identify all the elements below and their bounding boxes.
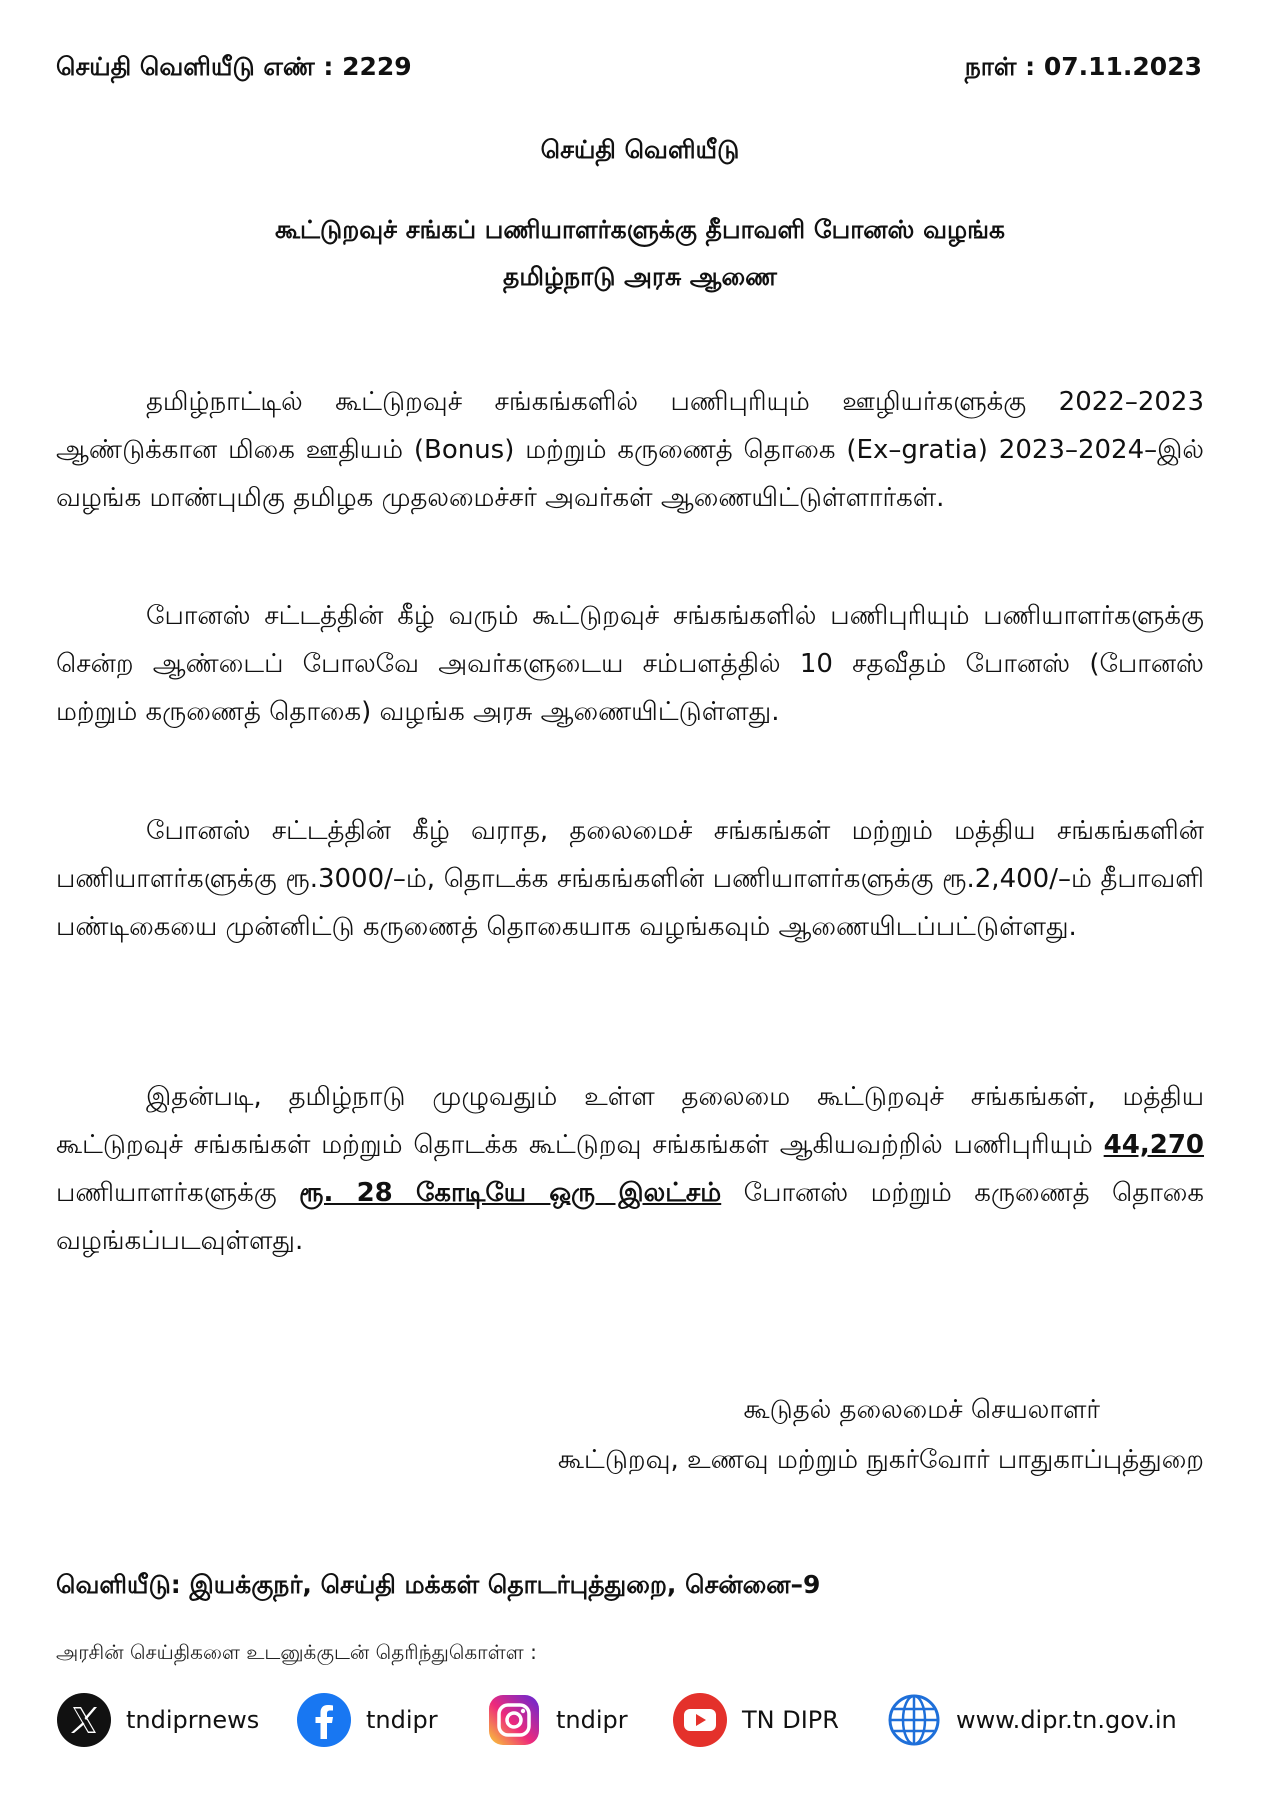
social-facebook-link[interactable] (296, 1690, 438, 1750)
social-instagram-label: tndipr (556, 1706, 628, 1734)
social-instagram-link[interactable] (486, 1690, 628, 1750)
social-x-link[interactable] (56, 1690, 259, 1750)
social-website-label: www.dipr.tn.gov.in (956, 1706, 1177, 1734)
follow-text: அரசின் செய்திகளை உடனுக்குடன் தெரிந்துகொள்ள : (56, 1640, 537, 1664)
signatory-department: கூட்டுறவு, உணவு மற்றும் நுகர்வோர் பாதுகாப்புத்துறை (557, 1445, 1204, 1475)
social-youtube-link[interactable] (672, 1690, 839, 1750)
social-website-link[interactable] (886, 1690, 1177, 1750)
title-line-2: தமிழ்நாடு அரசு ஆணை (503, 262, 777, 291)
x-icon (56, 1692, 112, 1748)
paragraph-4-part-b: பணியாளர்களுக்கு (56, 1178, 277, 1208)
title-line-1: கூட்டுறவுச் சங்கப் பணியாளர்களுக்கு தீபாவளி போனஸ் வழங்க (274, 215, 1006, 244)
paragraph-1: தமிழ்நாட்டில் கூட்டுறவுச் சங்கங்களில் பணிபுரியும் ஊழியர்களுக்கு 2022–2023 ஆண்டுக்கான மிகை ஊதியம் (Bonus) மற்றும் கருணைத் தொகை (Ex–gratia) 2023–2024–இல் வழங்க மாண்புமிகு தமிழக முதலமைச்சர் அவர்கள் ஆணையிட்டுள்ளார்கள். (56, 387, 1204, 513)
social-links (56, 1690, 1206, 1750)
social-facebook-label: tndipr (366, 1706, 438, 1734)
paragraph-3: போனஸ் சட்டத்தின் கீழ் வராத, தலைமைச் சங்கங்கள் மற்றும் மத்திய சங்கங்களின் பணியாளர்களுக்கு ரூ.3000/–ம், தொடக்க சங்கங்களின் பணியாளர்களுக்கு ரூ.2,400/–ம் தீபாவளி பண்டிகையை முன்னிட்டு கருணைத் தொகையாக வழங்கவும் ஆணையிடப்பட்டுள்ளது. (56, 816, 1204, 942)
paragraph-4-part-a: இதன்படி, தமிழ்நாடு முழுவதும் உள்ள தலைமை கூட்டுறவுச் சங்கங்கள், மத்திய கூட்டுறவுச் சங்கங்கள் மற்றும் தொடக்க கூட்டுறவு சங்கங்கள் ஆகியவற்றில் பணிபுரியும் (56, 1082, 1204, 1160)
release-number: செய்தி வெளியீடு எண் : 2229 (56, 52, 412, 81)
signatory-title: கூடுதல் தலைமைச் செயலாளர் (743, 1395, 1100, 1425)
release-date: நாள் : 07.11.2023 (964, 52, 1202, 81)
youtube-icon (672, 1692, 728, 1748)
document-heading: செய்தி வெளியீடு (540, 135, 740, 164)
employee-count: 44,270 (1103, 1130, 1205, 1160)
paragraph-4-part-c: போனஸ் மற்றும் கருணைத் தொகை வழங்கப்படவுள்ளது. (56, 1178, 1205, 1256)
bonus-amount: ரூ. 28 கோடியே ஒரு இலட்சம் (299, 1178, 722, 1208)
release-by: வெளியீடு: இயக்குநர், செய்தி மக்கள் தொடர்புத்துறை, சென்னை–9 (56, 1570, 821, 1599)
social-x-label: tndiprnews (126, 1706, 260, 1734)
social-youtube-label: TN DIPR (742, 1706, 839, 1734)
globe-icon (886, 1692, 942, 1748)
facebook-icon (296, 1692, 352, 1748)
instagram-icon (486, 1692, 542, 1748)
paragraph-4 (56, 1073, 1204, 1265)
paragraph-2: போனஸ் சட்டத்தின் கீழ் வரும் கூட்டுறவுச் சங்கங்களில் பணிபுரியும் பணியாளர்களுக்கு சென்ற ஆண்டைப் போலவே அவர்களுடைய சம்பளத்தில் 10 சதவீதம் போனஸ் (போனஸ் மற்றும் கருணைத் தொகை) வழங்க அரசு ஆணையிட்டுள்ளது. (56, 601, 1204, 727)
